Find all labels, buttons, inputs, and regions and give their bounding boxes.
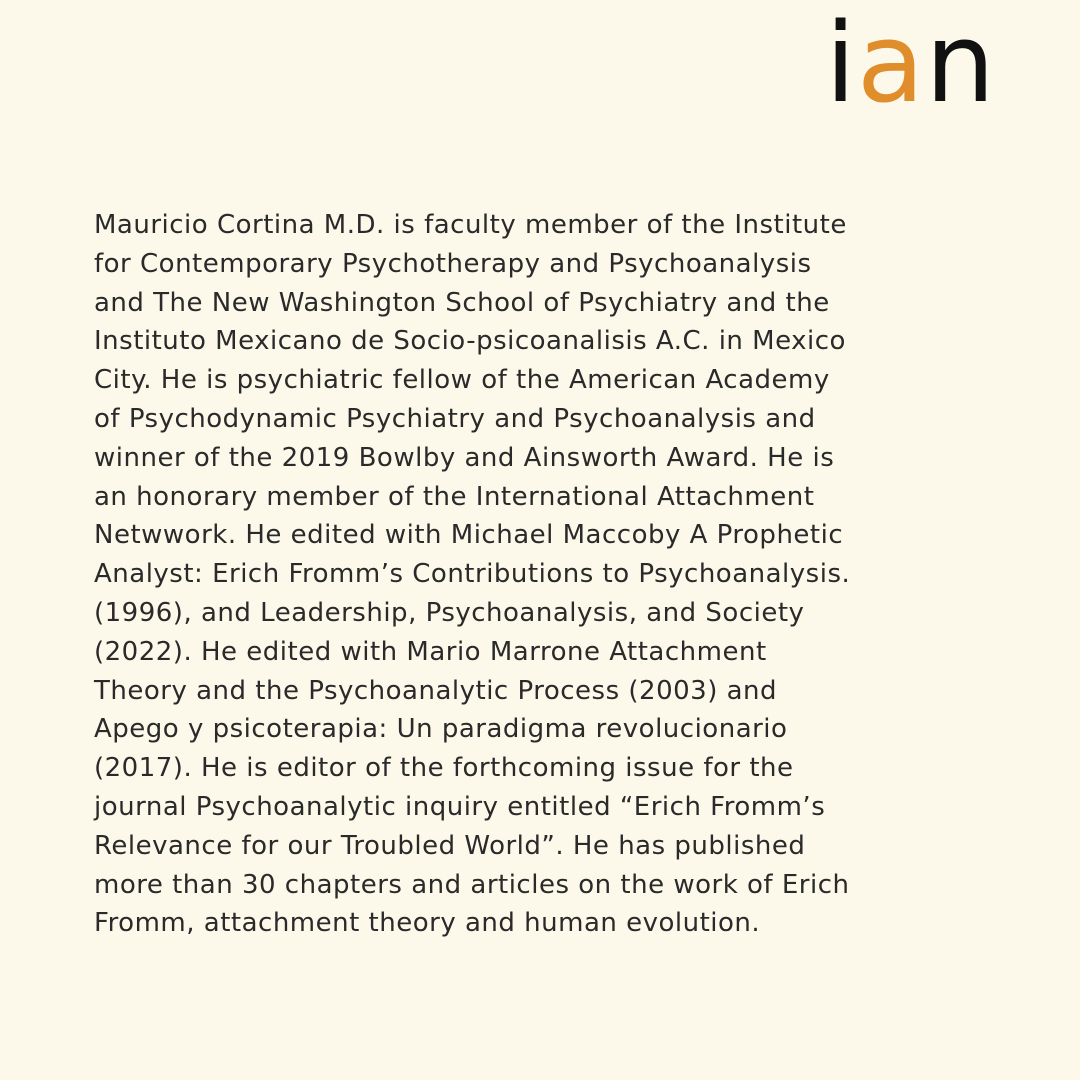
bio-line: Analyst: Erich Fromm’s Contributions to Psychoanalysis. [94,559,851,590]
bio-line: winner of the 2019 Bowlby and Ainsworth Award. He is [94,442,835,473]
bio-line: journal Psychoanalytic inquiry entitled “Erich Fromm’s [94,791,826,822]
bio-paragraph [94,206,994,943]
logo-letter-n: n [925,0,996,127]
bio-line: and The New Washington School of Psychiatry and the [94,287,830,318]
bio-line: City. He is psychiatric fellow of the American Academy [94,365,830,396]
bio-line: for Contemporary Psychotherapy and Psychoanalysis [94,248,812,279]
bio-line: Instituto Mexicano de Socio-psicoanalisis A.C. in Mexico [94,326,846,357]
bio-line: (1996), and Leadership, Psychoanalysis, and Society [94,597,805,628]
bio-line: an honorary member of the International Attachment [94,481,815,512]
bio-line: Netwwork. He edited with Michael Maccoby A Prophetic [94,520,844,551]
bio-line: Relevance for our Troubled World”. He has published [94,830,806,861]
ian-logo [825,0,996,127]
bio-line: more than 30 chapters and articles on the work of Erich [94,869,850,900]
bio-line: (2017). He is editor of the forthcoming issue for the [94,753,794,784]
bio-line: Fromm, attachment theory and human evolution. [94,908,761,939]
bio-line: (2022). He edited with Mario Marrone Attachment [94,636,767,667]
bio-line: Mauricio Cortina M.D. is faculty member of the Institute [94,210,847,240]
logo-letter-i: i [825,0,857,127]
bio-line: of Psychodynamic Psychiatry and Psychoanalysis and [94,403,816,434]
logo-letter-a: a [856,0,926,127]
bio-line: Apego y psicoterapia: Un paradigma revolucionario [94,714,788,745]
bio-line: Theory and the Psychoanalytic Process (2003) and [94,675,778,706]
